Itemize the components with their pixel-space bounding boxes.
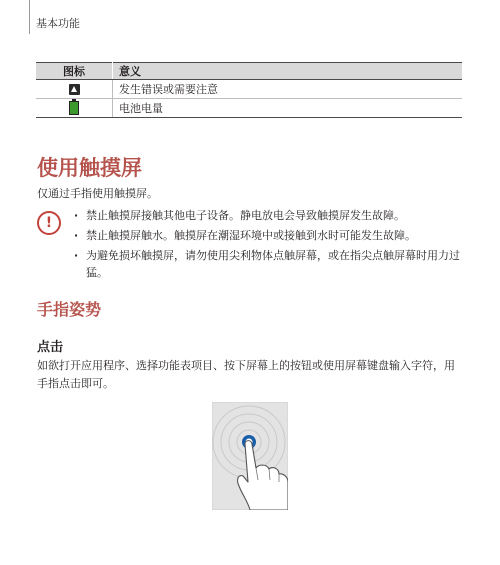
icon-table: [36, 62, 462, 118]
battery-icon: [69, 101, 79, 115]
section-title: 使用触摸屏: [37, 156, 142, 180]
caution-item: · 禁止触摸屏接触其他电子设备。静电放电会导致触摸屏发生故障。: [72, 207, 462, 224]
table-cell-meaning: 电池电量: [113, 99, 463, 118]
caution-item: · 禁止触摸屏触水。触摸屏在潮湿环境中或接触到水时可能发生故障。: [72, 227, 462, 244]
section-intro: 仅通过手指使用触摸屏。: [37, 187, 158, 200]
caution-icon: !: [37, 211, 61, 235]
margin-rule: [29, 0, 30, 34]
column-header-meaning: 意义: [113, 63, 463, 80]
table-cell-icon: [36, 99, 113, 118]
caution-list: [72, 207, 462, 284]
table-row: [36, 99, 462, 118]
table-cell-meaning: 发生错误或需要注意: [113, 80, 463, 99]
table-cell-icon: [36, 80, 113, 99]
gestures-title: 手指姿势: [37, 300, 102, 319]
tap-description: 如欲打开应用程序、选择功能表项目、按下屏幕上的按钮或使用屏幕键盘输入字符，用手指点击即可。: [37, 359, 455, 390]
warning-triangle-icon: [69, 84, 80, 95]
table-row: [36, 80, 462, 99]
finger-tap-illustration: [212, 402, 288, 510]
table-header-row: [36, 63, 462, 80]
column-header-icon: 图标: [36, 63, 113, 80]
tap-title: 点击: [37, 340, 64, 355]
caution-item: · 为避免损坏触摸屏，请勿使用尖利物体点触屏幕，或在指尖点触屏幕时用力过猛。: [72, 247, 462, 281]
running-header: 基本功能: [36, 17, 80, 30]
